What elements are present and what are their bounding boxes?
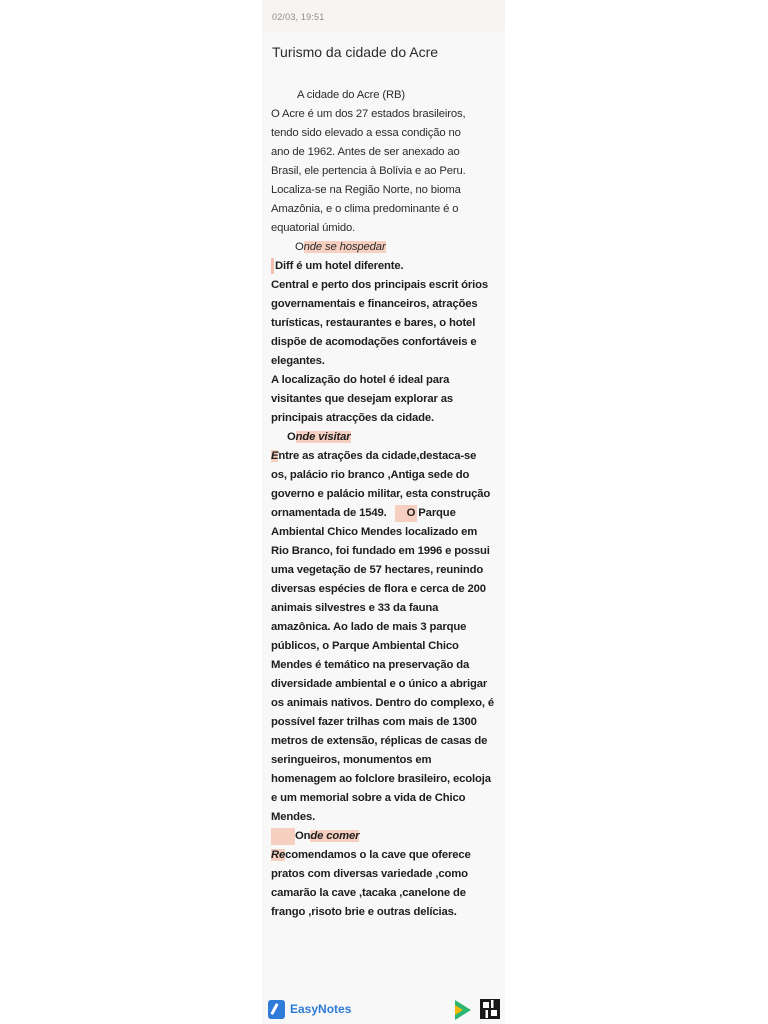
google-play-icon-inner [455, 1005, 463, 1015]
footer-bar [262, 994, 505, 1024]
hotel-line: elegantes. [271, 355, 325, 367]
section-heading-text: nde se hospedar [303, 241, 386, 253]
intro-line: tendo sido elevado a essa condição no [271, 127, 461, 139]
visit-line: os, palácio rio branco ,Antiga sede do [271, 469, 470, 481]
eat-line: pratos com diversas variedade ,como [271, 868, 468, 880]
note-title[interactable]: Turismo da cidade do Acre [272, 44, 439, 60]
hotel-line: visitantes que desejam explorar as [271, 393, 454, 405]
hotel-line: principais atracções da cidade. [271, 412, 434, 424]
highlight-block [271, 828, 295, 845]
section-heading-first-letter: O [287, 431, 296, 443]
intro-line: Brasil, ele pertencia à Bolívia e ao Peru. [271, 165, 466, 177]
note-header [262, 0, 505, 31]
section-heading-first-letters: On [295, 830, 311, 842]
text-cursor-marker [271, 258, 274, 274]
note-page [262, 0, 505, 1024]
intro-line: equatorial úmido. [271, 222, 356, 234]
hotel-line: turísticas, restaurantes e bares, o hotel [271, 317, 476, 329]
visit-line: amazônica. Ao lado de mais 3 parque [271, 621, 467, 633]
visit-line: Entre as atrações da cidade,destaca-se [271, 450, 477, 462]
section-heading-first-letter: O [295, 241, 304, 253]
eat-line: frango ,risoto brie e outras delícias. [271, 906, 457, 918]
intro-line: Amazônia, e o clima predominante é o [271, 203, 459, 215]
visit-line: metros de extensão, réplicas de casas de [271, 735, 488, 747]
hotel-line: governamentais e financeiros, atrações [271, 298, 478, 310]
visit-line: os animais nativos. Dentro do complexo, é [271, 697, 494, 709]
hotel-line: A localização do hotel é ideal para [271, 374, 450, 386]
brand-name: EasyNotes [290, 1002, 352, 1016]
visit-line: uma vegetação de 57 hectares, reunindo [271, 564, 484, 576]
section-heading-text: de comer [310, 830, 360, 842]
easynotes-logo-icon [268, 1000, 285, 1019]
visit-line: governo e palácio militar, esta construção [271, 488, 491, 500]
highlighted-first-letter: E [271, 450, 279, 462]
visit-line: públicos, o Parque Ambiental Chico [271, 640, 459, 652]
visit-line: seringueiros, monumentos em [271, 754, 432, 766]
intro-line: Localiza-se na Região Norte, no bioma [271, 184, 461, 196]
visit-line: Mendes. [271, 811, 316, 823]
intro-line: O Acre é um dos 27 estados brasileiros, [271, 108, 466, 120]
visit-line: homenagem ao folclore brasileiro, ecoloja [271, 773, 491, 785]
section-heading-hospedar [271, 238, 503, 257]
visit-line: e um memorial sobre a vida de Chico [271, 792, 466, 804]
visit-line: possível fazer trilhas com mais de 1300 [271, 716, 477, 728]
visit-line: ornamentada de 1549. O Parque [271, 504, 503, 523]
visit-line: diversidade ambiental e o único a abrigar [271, 678, 488, 690]
qr-code-icon [480, 999, 500, 1019]
visit-line: diversas espécies de flora e cerca de 200 [271, 583, 486, 595]
eat-line: camarão la cave ,tacaka ,canelone de [271, 887, 466, 899]
eat-line: Recomendamos o la cave que oferece [271, 849, 471, 861]
note-timestamp: 02/03, 19:51 [272, 12, 325, 22]
hotel-line: Central e perto dos principais escrit órios [271, 279, 489, 291]
visit-line: Ambiental Chico Mendes localizado em [271, 526, 478, 538]
hotel-line: dispõe de acomodações confortáveis e [271, 336, 477, 348]
intro-heading: A cidade do Acre (RB) [297, 89, 405, 101]
intro-line: ano de 1962. Antes de ser anexado ao [271, 146, 460, 158]
visit-line: Rio Branco, foi fundado em 1996 e possui [271, 545, 490, 557]
visit-line: Mendes é temático na preservação da [271, 659, 470, 671]
section-heading-visitar [271, 428, 503, 447]
visit-line: animais silvestres e 33 da fauna [271, 602, 439, 614]
note-body[interactable] [271, 86, 503, 922]
section-heading-comer [271, 827, 503, 846]
highlighted-first-letters: Re [271, 849, 286, 861]
section-heading-text: nde visitar [295, 431, 351, 443]
hotel-line: Diff é um hotel diferente. [271, 257, 503, 276]
